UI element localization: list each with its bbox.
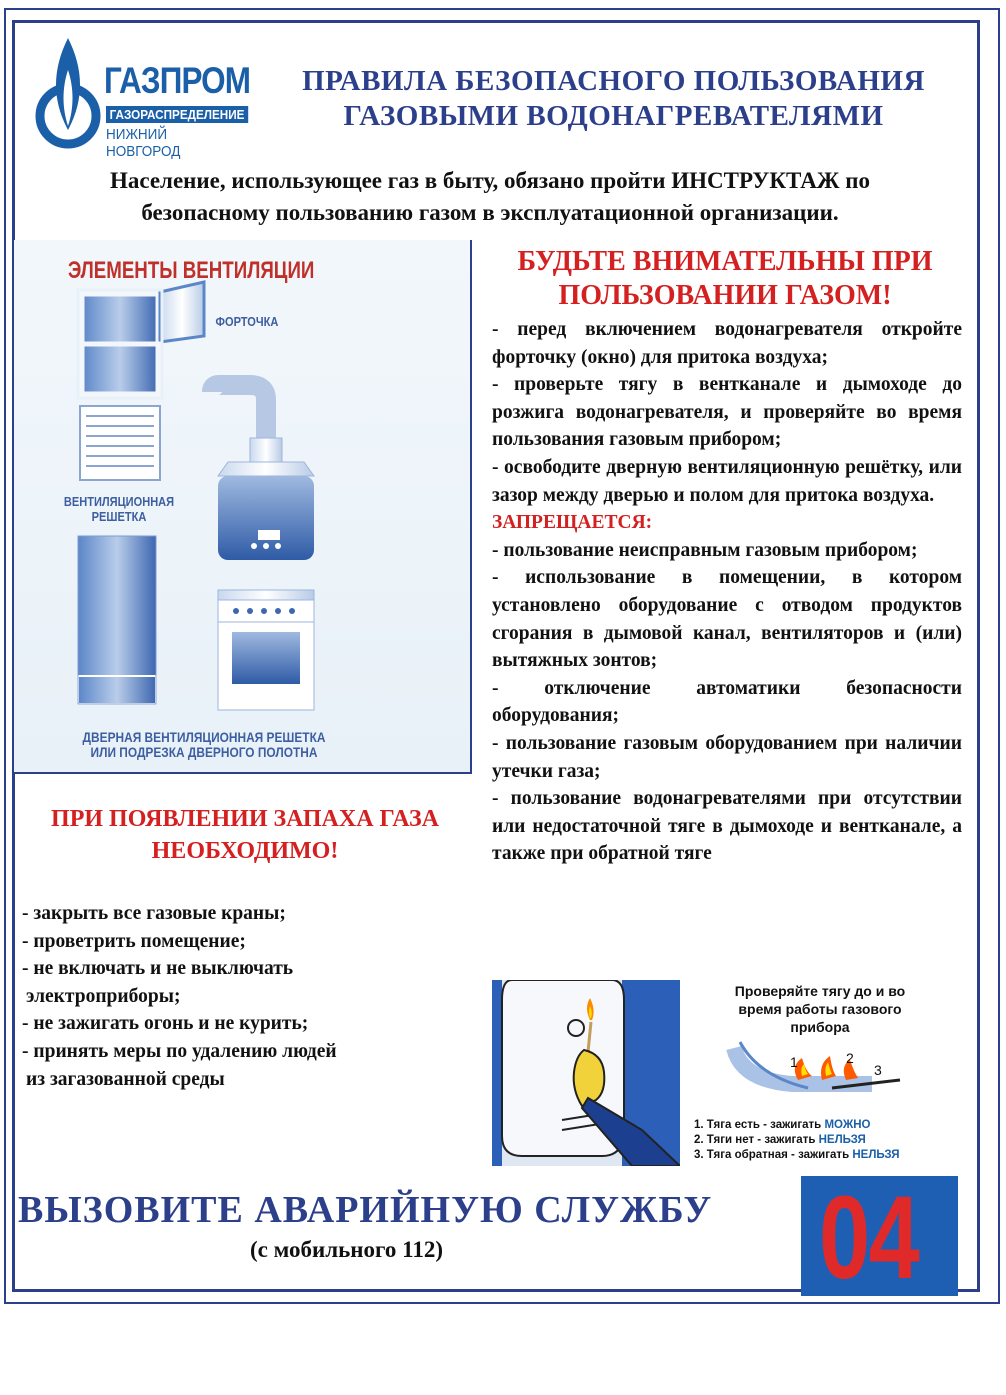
draft-number-2: 2 [846, 1050, 854, 1066]
logo-subtitle: ГАЗОРАСПРЕДЕЛЕНИЕ [106, 106, 248, 123]
rules-list [492, 316, 962, 868]
door-label-line-1: ДВЕРНАЯ ВЕНТИЛЯЦИОННАЯ РЕШЕТКА [82, 729, 326, 745]
action-item: из загазованной среды [26, 1068, 225, 1090]
draft-check-panel [682, 980, 958, 1166]
intro-line-2: безопасному пользованию газом в эксплуатационной организации. [141, 200, 839, 225]
emergency-number: 04 [819, 1172, 919, 1304]
logo-city: НИЖНИЙ НОВГОРОД [106, 126, 181, 160]
attention-line-1: БУДЬТЕ ВНИМАТЕЛЬНЫ ПРИ [517, 246, 933, 277]
ventilation-title: ЭЛЕМЕНТЫ ВЕНТИЛЯЦИИ [68, 257, 315, 284]
gas-smell-line-2: НЕОБХОДИМО! [151, 838, 339, 864]
hand-match-icon [492, 980, 680, 1166]
legend-text: 2. Тяги нет - зажигать [694, 1134, 819, 1146]
action-item: электроприборы; [26, 985, 181, 1007]
forbidden-item: - отключение автоматики безопасности оборудования; [492, 677, 962, 727]
legend-forbidden: НЕЛЬЗЯ [852, 1149, 900, 1161]
grille-label-line-1: ВЕНТИЛЯЦИОННАЯ [63, 494, 175, 509]
draft-number-1: 1 [790, 1054, 798, 1070]
title-line-2: ГАЗОВЫМИ ВОДОНАГРЕВАТЕЛЯМИ [343, 100, 884, 132]
attention-heading [470, 245, 980, 313]
attention-line-2: ПОЛЬЗОВАНИИ ГАЗОМ! [558, 280, 892, 311]
draft-legend-line-3 [694, 1148, 900, 1163]
forbidden-item: - пользование неисправным газовым прибором; [492, 539, 918, 561]
page-title [256, 64, 971, 134]
emergency-call-heading: ВЫЗОВИТЕ АВАРИЙНУЮ СЛУЖБУ [18, 1189, 713, 1231]
grille-label [55, 494, 183, 524]
match-draft-illustration [492, 980, 680, 1166]
emergency-number-badge [801, 1172, 958, 1304]
draft-caption-line-1: Проверяйте тягу до и во [734, 983, 906, 999]
draft-legend-line-2 [694, 1133, 900, 1148]
gas-smell-heading [0, 803, 490, 867]
flame-logo-icon [22, 30, 112, 150]
door-label [60, 730, 349, 760]
forbidden-item: - использование в помещении, в котором установлено оборудование с отводом продуктов сгорания в дымовой канал, вентиляторов и (или) вытяжных зонтов; [492, 567, 962, 672]
gas-smell-line-1: ПРИ ПОЯВЛЕНИИ ЗАПАХА ГАЗА [51, 806, 439, 832]
rule-item: - освободите дверную вентиляционную решётку, или зазор между дверью и полом для притока воздуха. [492, 456, 962, 506]
action-item: - принять меры по удалению людей [22, 1040, 337, 1062]
legend-text: 1. Тяга есть - зажигать [694, 1119, 825, 1131]
forbidden-item: - пользование водонагревателями при отсутствии или недостаточной тяге в дымоходе и вентканале, а также при обратной тяге [492, 788, 962, 865]
legend-text: 3. Тяга обратная - зажигать [694, 1149, 853, 1161]
forbidden-item: - пользование газовым оборудованием при наличии утечки газа; [492, 732, 962, 782]
legend-forbidden: НЕЛЬЗЯ [818, 1134, 866, 1146]
gazprom-logo [22, 30, 251, 160]
action-item: - проветрить помещение; [22, 930, 246, 952]
door-label-line-2: ИЛИ ПОДРЕЗКА ДВЕРНОГО ПОЛОТНА [90, 744, 318, 760]
draft-caption-line-2: время работы газового [738, 1001, 902, 1017]
action-item: - закрыть все газовые краны; [22, 903, 286, 924]
logo-name: ГАЗПРОМ [104, 60, 251, 101]
rule-item: - перед включением водонагревателя откройте форточку (окно) для притока воздуха; [492, 319, 962, 368]
gas-smell-actions [22, 900, 482, 1093]
draft-number-3: 3 [874, 1062, 882, 1078]
title-line-1: ПРАВИЛА БЕЗОПАСНОГО ПОЛЬЗОВАНИЯ [302, 65, 925, 97]
forbidden-heading: ЗАПРЕЩАЕТСЯ: [492, 512, 653, 534]
grille-label-line-2: РЕШЕТКА [91, 509, 147, 524]
action-item: - не зажигать огонь и не курить; [22, 1013, 309, 1035]
legend-allowed: МОЖНО [824, 1119, 871, 1131]
mobile-number-note: (с мобильного 112) [250, 1237, 444, 1262]
rule-item: - проверьте тягу в вентканале и дымоходе до розжига водонагревателя, и проверяйте во время пользования газовым прибором; [492, 374, 962, 451]
intro-text [20, 165, 960, 229]
intro-line-1: Население, использующее газ в быту, обязано пройти ИНСТРУКТАЖ по [109, 168, 871, 193]
action-item: - не включать и не выключать [22, 958, 294, 980]
draft-legend-line-1 [694, 1118, 900, 1133]
ventilation-illustration [14, 240, 472, 774]
window-label: ФОРТОЧКА [215, 314, 279, 329]
draft-caption-line-3: прибора [790, 1019, 850, 1035]
draft-legend [694, 1118, 900, 1163]
